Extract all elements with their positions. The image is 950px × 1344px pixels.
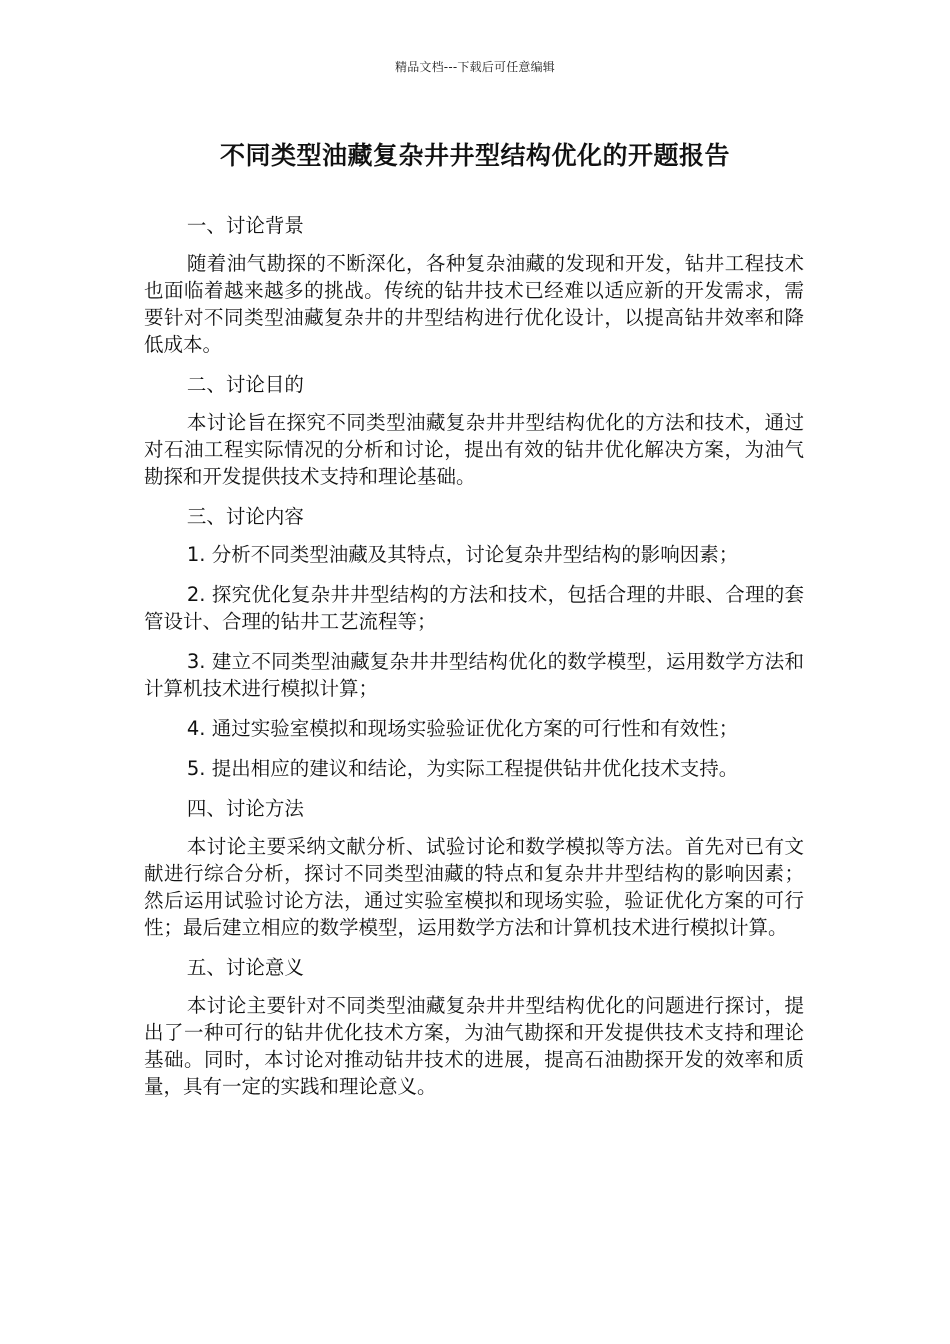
list-item-content-5: 5. 提出相应的建议和结论，为实际工程提供钻井优化技术支持。 xyxy=(186,757,739,780)
header-note: 精品文档---下载后可任意编辑 xyxy=(395,60,555,74)
list-item-content-3: 3. 建立不同类型油藏复杂井井型结构优化的数学模型，运用数学方法和计算机技术进行模拟计算； xyxy=(144,650,804,700)
paragraph-background: 随着油气勘探的不断深化，各种复杂油藏的发现和开发，钻井工程技术也面临着越来越多的挑战。传统的钻井技术已经难以适应新的开发需求，需要针对不同类型油藏复杂井的井型结构进行优化设计，以提高钻井效率和降低成本。 xyxy=(144,252,804,356)
section-heading-significance: 五、讨论意义 xyxy=(186,956,304,979)
list-item-content-4: 4. 通过实验室模拟和现场实验验证优化方案的可行性和有效性； xyxy=(186,717,739,740)
section-heading-method: 四、讨论方法 xyxy=(186,797,304,820)
paragraph-significance: 本讨论主要针对不同类型油藏复杂井井型结构优化的问题进行探讨，提出了一种可行的钻井优化技术方案，为油气勘探和开发提供技术支持和理论基础。同时，本讨论对推动钻井技术的进展，提高石油勘探开发的效率和质量，具有一定的实践和理论意义。 xyxy=(144,994,804,1098)
document-body xyxy=(144,212,804,1113)
document-title: 不同类型油藏复杂井井型结构优化的开题报告 xyxy=(219,141,730,170)
section-heading-content: 三、讨论内容 xyxy=(186,505,304,528)
list-item-content-1: 1. 分析不同类型油藏及其特点，讨论复杂井型结构的影响因素； xyxy=(186,543,739,566)
section-heading-background: 一、讨论背景 xyxy=(186,214,304,237)
paragraph-purpose: 本讨论旨在探究不同类型油藏复杂井井型结构优化的方法和技术，通过对石油工程实际情况的分析和讨论，提出有效的钻井优化解决方案，为油气勘探和开发提供技术支持和理论基础。 xyxy=(144,411,804,488)
list-item-content-2: 2. 探究优化复杂井井型结构的方法和技术，包括合理的井眼、合理的套管设计、合理的钻井工艺流程等； xyxy=(144,583,804,633)
section-heading-purpose: 二、讨论目的 xyxy=(186,373,304,396)
paragraph-method: 本讨论主要采纳文献分析、试验讨论和数学模拟等方法。首先对已有文献进行综合分析，探讨不同类型油藏的特点和复杂井井型结构的影响因素；然后运用试验讨论方法，通过实验室模拟和现场实验，验证优化方案的可行性；最后建立相应的数学模型，运用数学方法和计算机技术进行模拟计算。 xyxy=(144,835,804,939)
